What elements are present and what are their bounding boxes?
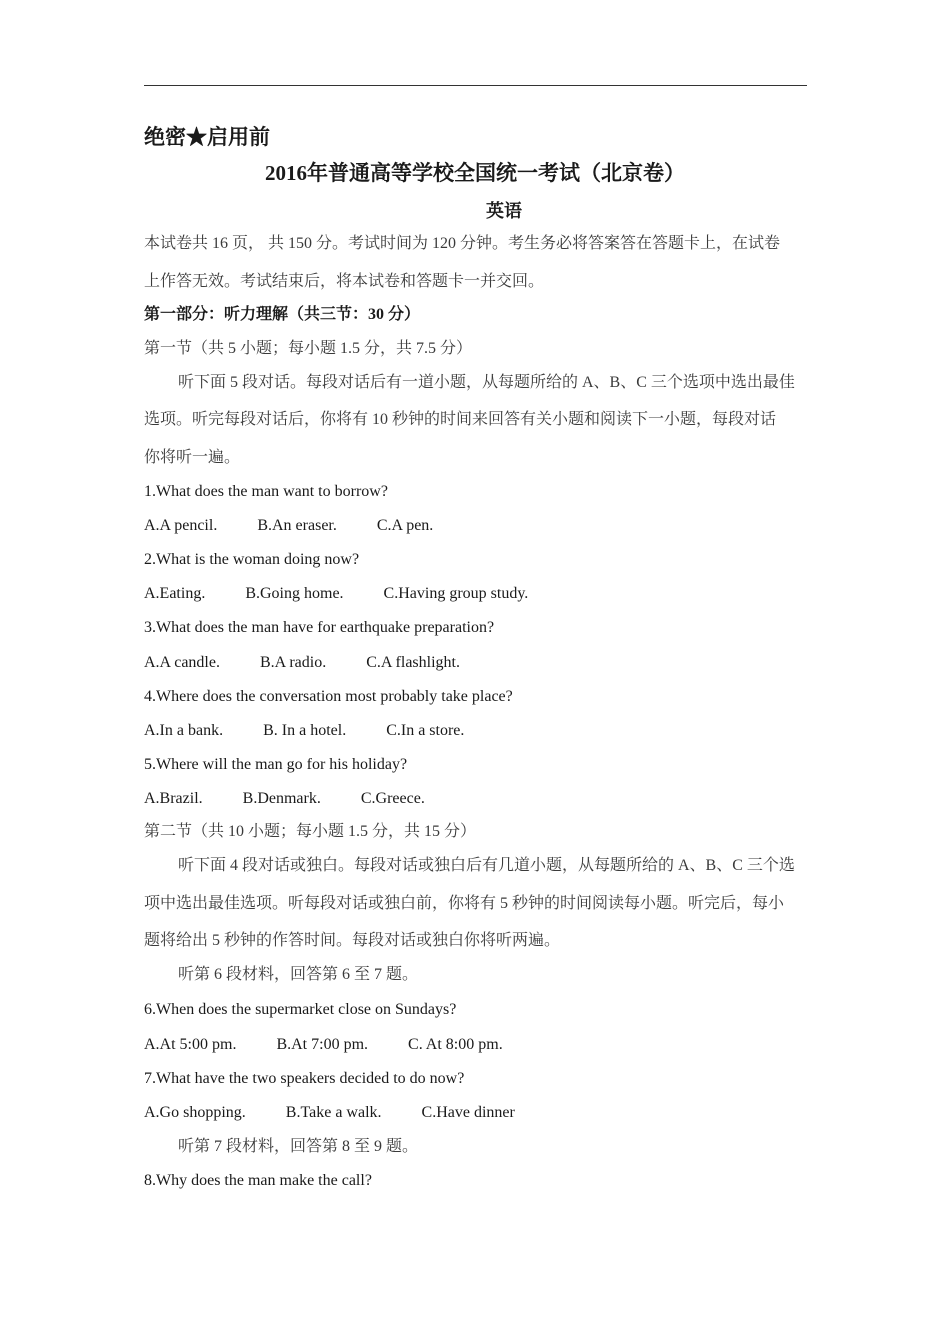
question-3-option-b: B.A radio. bbox=[259, 654, 327, 671]
question-1-option-c: C.A pen. bbox=[376, 517, 434, 534]
question-4-option-c: C.In a store. bbox=[386, 722, 465, 739]
material-6-note: 听第 6 段材料，回答第 6 至 7 题。 bbox=[178, 966, 419, 983]
question-6-option-c: C. At 8:00 pm. bbox=[408, 1036, 503, 1053]
section1-heading: 第一节（共 5 小题；每小题 1.5 分，共 7.5 分） bbox=[144, 340, 473, 357]
question-1-option-a: A.A pencil. bbox=[144, 517, 218, 534]
question-6-options bbox=[144, 1035, 503, 1055]
question-2-option-a: A.Eating. bbox=[144, 585, 206, 602]
question-3-option-c: C.A flashlight. bbox=[366, 654, 460, 671]
secret-mark: 绝密★启用前 bbox=[144, 125, 270, 149]
question-2-option-c: C.Having group study. bbox=[383, 585, 529, 602]
instructions-line-1: 本试卷共 16 页， 共 150 分。考试时间为 120 分钟。考生务必将答案答在答题卡上，在试卷 bbox=[144, 235, 781, 252]
section1-direction-line-1: 听下面 5 段对话。每段对话后有一道小题，从每题所给的 A、B、C 三个选项中选出最佳 bbox=[178, 374, 795, 391]
question-7-option-c: C.Have dinner bbox=[421, 1104, 515, 1121]
question-3-options bbox=[144, 653, 460, 673]
instructions-line-2: 上作答无效。考试结束后，将本试卷和答题卡一并交回。 bbox=[144, 273, 545, 290]
question-5-stem: 5.Where will the man go for his holiday? bbox=[144, 756, 408, 773]
question-1-options bbox=[144, 516, 433, 536]
section2-direction-line-2: 项中选出最佳选项。听每段对话或独白前，你将有 5 秒钟的时间阅读每小题。听完后，每小 bbox=[144, 895, 785, 912]
question-3-option-a: A.A candle. bbox=[144, 654, 220, 671]
question-5-option-c: C.Greece. bbox=[360, 790, 425, 807]
question-5-option-b: B.Denmark. bbox=[242, 790, 321, 807]
question-8-stem: 8.Why does the man make the call? bbox=[144, 1172, 372, 1189]
section1-direction-line-2: 选项。听完每段对话后，你将有 10 秒钟的时间来回答有关小题和阅读下一小题，每段对话 bbox=[144, 411, 777, 428]
question-7-option-a: A.Go shopping. bbox=[144, 1104, 246, 1121]
section1-direction-line-3: 你将听一遍。 bbox=[144, 449, 241, 466]
question-7-stem: 7.What have the two speakers decided to do now? bbox=[144, 1070, 465, 1087]
question-5-options bbox=[144, 789, 425, 809]
exam-title: 2016年普通高等学校全国统一考试（北京卷） bbox=[265, 161, 685, 185]
question-6-option-a: A.At 5:00 pm. bbox=[144, 1036, 237, 1053]
section2-direction-line-1: 听下面 4 段对话或独白。每段对话或独白后有几道小题，从每题所给的 A、B、C 三个选 bbox=[178, 857, 795, 874]
question-4-option-a: A.In a bank. bbox=[144, 722, 224, 739]
question-7-option-b: B.Take a walk. bbox=[285, 1104, 382, 1121]
section2-heading: 第二节（共 10 小题；每小题 1.5 分，共 15 分） bbox=[144, 823, 477, 840]
question-2-option-b: B.Going home. bbox=[245, 585, 344, 602]
question-4-options bbox=[144, 721, 464, 741]
question-5-option-a: A.Brazil. bbox=[144, 790, 203, 807]
question-7-options bbox=[144, 1103, 515, 1123]
question-2-stem: 2.What is the woman doing now? bbox=[144, 551, 360, 568]
question-4-option-b: B. In a hotel. bbox=[263, 722, 347, 739]
question-2-options bbox=[144, 584, 528, 604]
question-3-stem: 3.What does the man have for earthquake preparation? bbox=[144, 619, 495, 636]
subject-title: 英语 bbox=[486, 201, 522, 221]
question-1-stem: 1.What does the man want to borrow? bbox=[144, 483, 388, 500]
header-rule bbox=[144, 85, 807, 86]
question-6-stem: 6.When does the supermarket close on Sundays? bbox=[144, 1001, 457, 1018]
question-6-option-b: B.At 7:00 pm. bbox=[276, 1036, 369, 1053]
question-4-stem: 4.Where does the conversation most probably take place? bbox=[144, 688, 513, 705]
section2-direction-line-3: 题将给出 5 秒钟的作答时间。每段对话或独白你将听两遍。 bbox=[144, 932, 561, 949]
question-1-option-b: B.An eraser. bbox=[257, 517, 337, 534]
material-7-note: 听第 7 段材料，回答第 8 至 9 题。 bbox=[178, 1138, 419, 1155]
part1-heading: 第一部分：听力理解（共三节：30 分） bbox=[144, 306, 421, 323]
